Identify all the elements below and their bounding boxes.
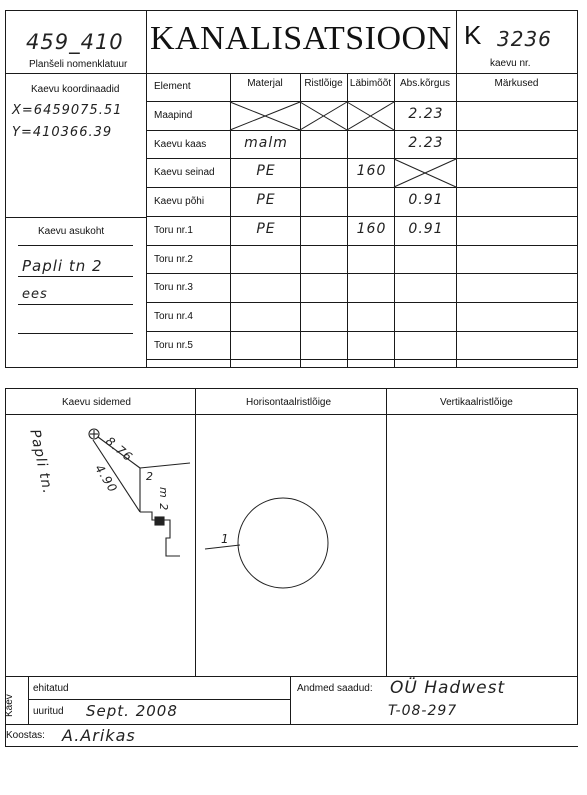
prepared-value: A.Arikas bbox=[62, 726, 136, 745]
table-row-element: Toru nr.1 bbox=[154, 224, 193, 236]
vertical-section-title: Vertikaalristlõige bbox=[440, 397, 513, 408]
well-prefix: K bbox=[464, 20, 482, 50]
col-header-materjal: Materjal bbox=[247, 78, 283, 89]
coordinate-y: Y=410366.39 bbox=[12, 125, 113, 140]
location-label: Kaevu asukoht bbox=[38, 226, 105, 237]
location-line1-value: Papli tn 2 bbox=[22, 257, 103, 275]
location-line2-value: ees bbox=[22, 287, 48, 302]
prepared-label: Koostas: bbox=[6, 730, 45, 741]
data-from-label: Andmed saadud: bbox=[297, 683, 373, 694]
footer-mid-line bbox=[28, 699, 291, 700]
footer-top-line bbox=[5, 676, 578, 677]
col-header-ristloige: Ristlõige bbox=[304, 78, 343, 89]
coordinates-label: Kaevu koordinaadid bbox=[31, 84, 120, 95]
pipe-mark: 1 bbox=[221, 532, 230, 546]
table-row-element: Maapind bbox=[154, 110, 193, 121]
footer-prepared-line bbox=[5, 746, 578, 747]
footer-kaev-divider bbox=[28, 676, 29, 725]
sketch-mark-2: 2 bbox=[146, 470, 154, 483]
footer-bottom-line bbox=[5, 724, 578, 725]
coordinate-x: X=6459075.51 bbox=[12, 103, 123, 118]
sketch-street-label: Papli tn. bbox=[26, 428, 56, 496]
col-header-markused: Märkused bbox=[494, 78, 539, 89]
surveyed-label: uuritud bbox=[33, 706, 64, 717]
col-header-abs: Abs.kõrgus bbox=[399, 78, 451, 89]
table-row-element: Toru nr.3 bbox=[154, 282, 193, 294]
sketch-distance-2: 4.90 bbox=[92, 462, 121, 496]
table-cell-abs: 0.91 bbox=[408, 192, 444, 209]
horizontal-section-title: Horisontaalristlõige bbox=[246, 397, 332, 408]
table-row-element: Kaevu põhi bbox=[154, 196, 205, 208]
table-cell-labimoot: 160 bbox=[356, 163, 387, 180]
nomenclature-value: 459_410 bbox=[26, 30, 124, 54]
table-cell-materjal: PE bbox=[256, 192, 276, 209]
table-cell-abs: 0.91 bbox=[408, 220, 444, 237]
sketch-distance-1: 8.76 bbox=[103, 434, 136, 465]
table-cell-materjal: PE bbox=[256, 163, 276, 180]
table-cell-abs: 2.23 bbox=[408, 106, 444, 122]
table-cell-materjal: malm bbox=[244, 134, 288, 151]
pipe-cross-section bbox=[238, 498, 328, 588]
data-reference: T-08-297 bbox=[388, 703, 458, 719]
footer-col-divider bbox=[290, 676, 291, 725]
table-cell-abs: 2.23 bbox=[408, 134, 444, 151]
table-row-element: Toru nr.4 bbox=[154, 310, 193, 322]
table-row-element: Toru nr.5 bbox=[154, 339, 193, 351]
table-row-element: Kaevu kaas bbox=[154, 138, 207, 150]
data-from-value: OÜ Hadwest bbox=[390, 678, 506, 698]
sidemed-title: Kaevu sidemed bbox=[62, 397, 131, 408]
table-row-element: Toru nr.2 bbox=[154, 253, 193, 265]
table-cell-materjal: PE bbox=[256, 220, 276, 237]
table-row-element: Kaevu seinad bbox=[154, 167, 215, 179]
surveyed-value: Sept. 2008 bbox=[86, 702, 178, 720]
col-header-labimoot: Läbimõõt bbox=[349, 78, 392, 89]
nomenclature-label: Planšeli nomenklatuur bbox=[29, 59, 128, 70]
footer-side-label: Kaev bbox=[4, 694, 15, 717]
well-label: kaevu nr. bbox=[490, 58, 531, 69]
sketch-mark-m: m 2 bbox=[157, 487, 170, 512]
table-cell-labimoot: 160 bbox=[356, 220, 387, 237]
built-label: ehitatud bbox=[33, 683, 69, 694]
well-number: 3236 bbox=[497, 27, 552, 51]
page-title: KANALISATSIOON bbox=[150, 20, 452, 57]
col-header-element: Element bbox=[154, 81, 191, 92]
